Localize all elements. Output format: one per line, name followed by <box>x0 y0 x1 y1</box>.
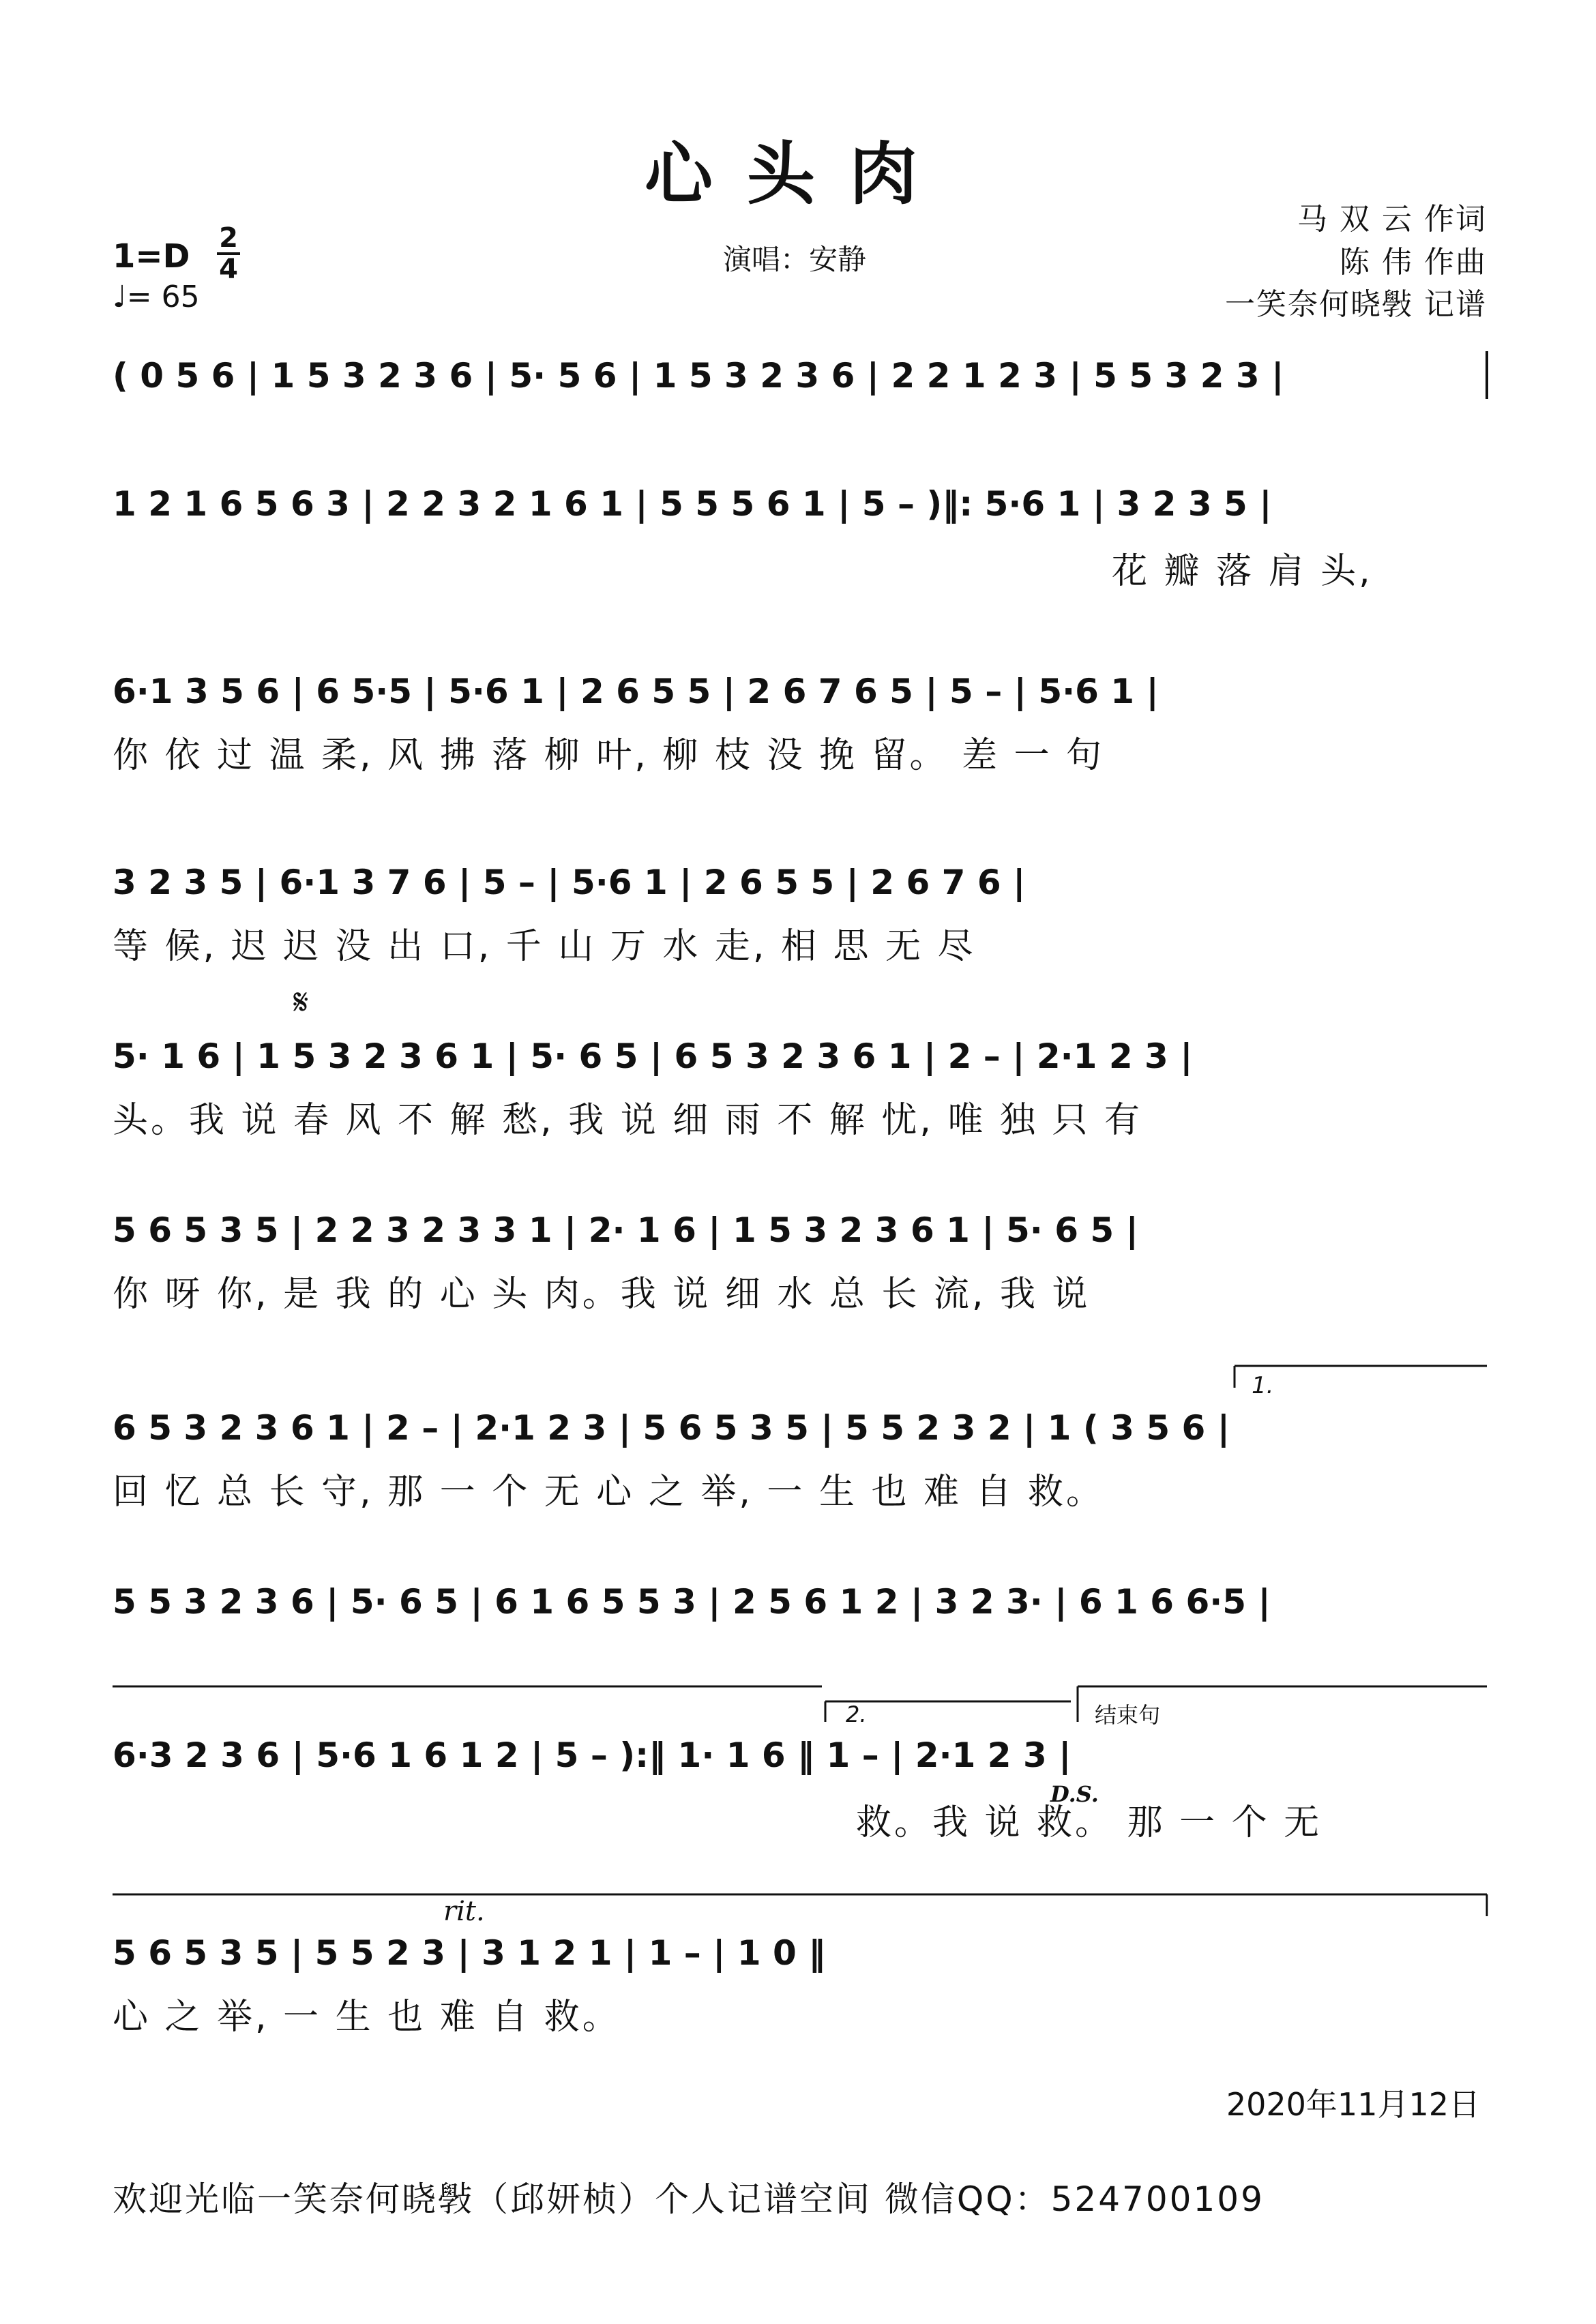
volta-2-label: 2. <box>846 1701 867 1727</box>
notation-line: 6·1 3 5 6 | 6 5·5 | 5·6 1 | 2 6 5 5 | 2 6 7 6 5 | 5 – | 5·6 1 | <box>113 672 1159 711</box>
volta-bracket-1 <box>0 1360 1596 1388</box>
ending-label: 结束句 <box>1095 1702 1161 1728</box>
key-signature: 1=D <box>113 237 190 275</box>
footer-note: 欢迎光临一笑奈何晓斅（邱妍桢）个人记谱空间 微信QQ：524700109 <box>113 2179 1265 2219</box>
volta-brackets <box>0 1681 1596 1722</box>
volta-1-label: 1. <box>1252 1372 1274 1399</box>
lyrics-line: 救。我 说 救。 那 一 个 无 <box>856 1802 1322 1843</box>
notation-line: 5· 1 6 | 1 5 3 2 3 6 1 | 5· 6 5 | 6 5 3 2 3 6 1 | 2 – | 2·1 2 3 | <box>113 1037 1193 1076</box>
time-signature-top: 2 <box>219 222 238 254</box>
notation-line: 6·3 2 3 6 | 5·6 1 6 1 2 | 5 – ):‖ 1· 1 6 ‖ 1 – | 2·1 2 3 | <box>113 1735 1072 1775</box>
ds-mark: D.S. <box>1050 1781 1099 1807</box>
lyrics-line: 你 依 过 温 柔, 风 拂 落 柳 叶, 柳 枝 没 挽 留。 差 一 句 <box>113 735 1105 776</box>
page-title: 心头肉 <box>645 134 951 214</box>
barlines <box>0 348 1596 402</box>
lyrics-line: 你 呀 你, 是 我 的 心 头 肉。我 说 细 水 总 长 流, 我 说 <box>113 1274 1091 1315</box>
final-bracket <box>0 1889 1596 1923</box>
lyricist-credit: 马 双 云 作词 <box>1297 202 1487 237</box>
notation-line: 5 6 5 3 5 | 2 2 3 2 3 3 1 | 2· 1 6 | 1 5 3 2 3 6 1 | 5· 6 5 | <box>113 1210 1138 1250</box>
notation-line: 6 5 3 2 3 6 1 | 2 – | 2·1 2 3 | 5 6 5 3 5 | 5 5 2 3 2 | 1 ( 3 5 6 | <box>113 1408 1230 1448</box>
notation-line: 5 6 5 3 5 | 5 5 2 3 | 3 1 2 1 | 1 – | 1 0 ‖ <box>113 1933 826 1973</box>
date-stamp: 2020年11月12日 <box>1226 2086 1480 2123</box>
notation-line: 3 2 3 5 | 6·1 3 7 6 | 5 – | 5·6 1 | 2 6 5 5 | 2 6 7 6 | <box>113 863 1026 902</box>
composer-credit: 陈 伟 作曲 <box>1340 245 1487 280</box>
lyrics-line: 回 忆 总 长 守, 那 一 个 无 心 之 举, 一 生 也 难 自 救。 <box>113 1472 1105 1513</box>
segno-icon: 𝄋 <box>293 982 309 1023</box>
tempo-marking: ♩= 65 <box>113 280 200 314</box>
time-signature <box>217 222 240 285</box>
notation-line: ( 0 5 6 | 1 5 3 2 3 6 | 5· 5 6 | 1 5 3 2 3 6 | 2 2 1 2 3 | 5 5 3 2 3 | <box>113 356 1284 396</box>
lyrics-line: 花 瓣 落 肩 头, <box>1112 551 1373 592</box>
lyrics-line: 头。我 说 春 风 不 解 愁, 我 说 细 雨 不 解 忧, 唯 独 只 有 <box>113 1100 1143 1141</box>
lyrics-line: 等 候, 迟 迟 没 出 口, 千 山 万 水 走, 相 思 无 尽 <box>113 926 976 967</box>
singer-credit: 演唱：安静 <box>723 243 867 276</box>
lyrics-line: 心 之 举, 一 生 也 难 自 救。 <box>113 1997 621 2038</box>
transcriber-credit: 一笑奈何晓斅 记谱 <box>1225 287 1487 322</box>
notation-line: 5 5 3 2 3 6 | 5· 6 5 | 6 1 6 5 5 3 | 2 5 6 1 2 | 3 2 3· | 6 1 6 6·5 | <box>113 1582 1271 1622</box>
rit-mark: rit. <box>443 1896 485 1927</box>
notation-line: 1 2 1 6 5 6 3 | 2 2 3 2 1 6 1 | 5 5 5 6 1 | 5 – )‖: 5·6 1 | 3 2 3 5 | <box>113 484 1272 524</box>
time-signature-bottom: 4 <box>219 254 238 285</box>
